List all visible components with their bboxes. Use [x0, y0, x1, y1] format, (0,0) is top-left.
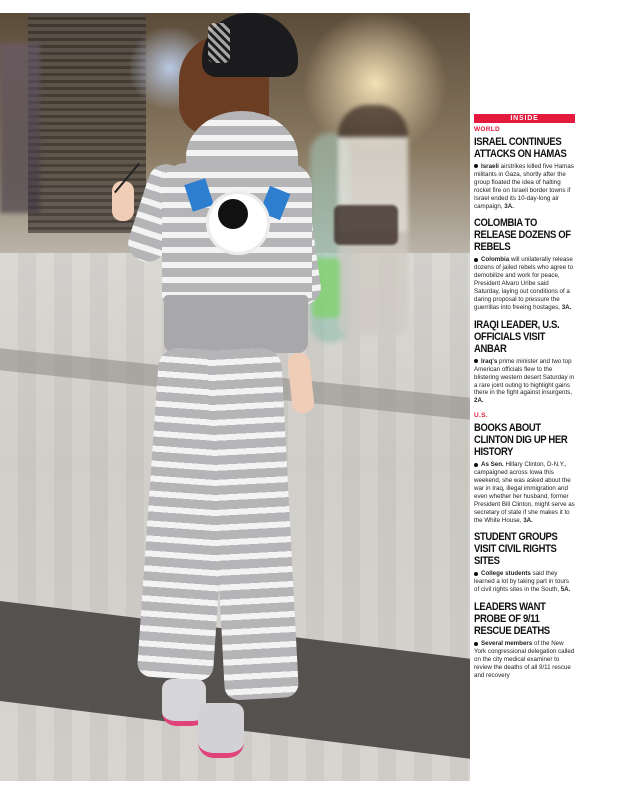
bullet-icon — [474, 642, 478, 646]
story[interactable] — [474, 601, 575, 680]
story-lead: Israeli — [481, 163, 499, 170]
right-sneaker — [198, 703, 244, 758]
inside-label: INSIDE — [474, 114, 575, 123]
pants-right-leg — [207, 347, 299, 700]
story-page-ref: 2A. — [474, 397, 484, 405]
story-headline[interactable]: BOOKS ABOUT CLINTON DIG UP HER HISTORY — [474, 422, 568, 459]
story[interactable] — [474, 217, 575, 311]
story[interactable] — [474, 136, 575, 210]
background-person-left — [0, 43, 40, 213]
bullet-icon — [474, 359, 478, 363]
story-headline[interactable]: COLOMBIA TO RELEASE DOZENS OF REBELS — [474, 217, 571, 254]
story-summary — [474, 358, 575, 405]
section-us: U.S. — [474, 412, 488, 420]
story-lead: As Sen. — [481, 461, 504, 469]
hoodie-waistband — [164, 295, 308, 353]
story-text: prime minister and two top American officials flew to the blistering western desert Saturday in a rare joint outing to highlight gains there in the fight against insurgents, — [474, 357, 575, 397]
story-summary — [474, 640, 575, 680]
story[interactable] — [474, 531, 575, 594]
story-lead: Iraq's — [481, 357, 498, 365]
story-page-ref: 3A. — [523, 516, 533, 524]
bullet-icon — [474, 572, 478, 576]
model-left-hand — [112, 181, 134, 221]
story-headline[interactable]: STUDENT GROUPS VISIT CIVIL RIGHTS SITES — [474, 531, 558, 568]
fashion-photo — [0, 13, 470, 781]
story-headline[interactable]: ISRAEL CONTINUES ATTACKS ON HAMAS — [474, 136, 567, 160]
bullet-icon — [474, 258, 478, 262]
cartoon-dog-head — [218, 199, 248, 229]
story-text: of the New York congressional delegation called on the city medical examiner to review the deaths of all 9/11 rescue and recovery — [474, 640, 575, 679]
model-right-hand — [287, 352, 315, 414]
section-world: WORLD — [474, 126, 501, 133]
story-summary — [474, 570, 575, 594]
story-headline[interactable]: IRAQI LEADER, U.S. OFFICIALS VISIT ANBAR — [474, 318, 560, 355]
bullet-icon — [474, 164, 478, 168]
story-lead: Colombia — [481, 256, 510, 264]
story-text: said they learned a lot by taking part in tours of civil rights sites in the South, — [474, 570, 569, 594]
inside-sidebar — [474, 114, 575, 687]
story-page-ref: 3A. — [561, 303, 572, 311]
story-summary — [474, 163, 575, 210]
story-lead: College students — [481, 570, 531, 578]
model-figure — [104, 13, 344, 781]
beanie-pattern — [208, 23, 230, 63]
story-summary — [474, 461, 575, 524]
story-text: will unilaterally release dozens of jailed rebels who agree to demobilize and work for peace, President Alvaro Uribe said Saturday, laying out conditions of a daring proposal to pressure the guerrillas into freeing hostages, — [474, 256, 574, 311]
bullet-icon — [474, 463, 478, 467]
story[interactable] — [474, 422, 575, 524]
story-text: Hillary Clinton, D-N.Y., campaigned across Iowa this weekend, she was asked about the war in Iraq, illegal immigration and even whether her husband, former President Bill Clinton, might serve as secretary of state if she makes it to the White House, — [474, 461, 575, 524]
story[interactable] — [474, 319, 575, 405]
story-summary — [474, 256, 575, 311]
story-headline[interactable]: LEADERS WANT PROBE OF 9/11 RESCUE DEATHS — [474, 601, 550, 638]
story-lead: Several members — [481, 640, 533, 648]
story-page-ref: 5A. — [560, 586, 571, 594]
story-page-ref: 3A. — [504, 202, 514, 210]
story-text: airstrikes killed five Hamas militants in Gaza, shortly after the group floated the idea of halting rocket fire on Israeli border towns if Israel ended its 10-day-long air campaign, — [474, 163, 574, 210]
